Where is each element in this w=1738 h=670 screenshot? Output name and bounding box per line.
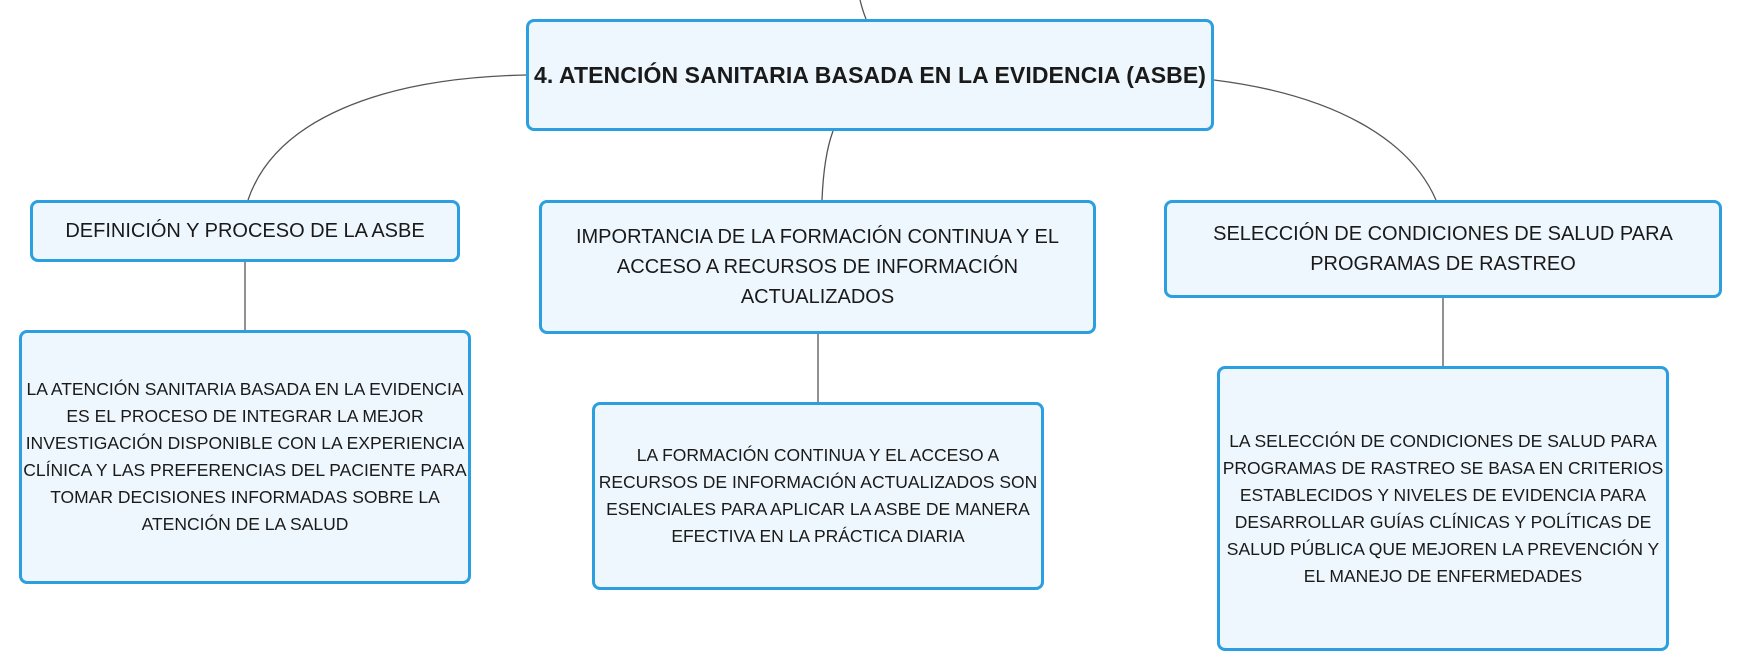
topic-definicion-proceso[interactable] [30,200,460,262]
detail-text [23,376,466,538]
detail-text-line: EL MANEJO DE ENFERMEDADES [1303,565,1583,586]
topic-label-line: IMPORTANCIA DE LA FORMACIÓN CONTINUA Y EL [575,226,1060,248]
detail-text [599,442,1038,550]
connector-parent-to-central [860,0,866,19]
detail-text-line: DESARROLLAR GUÍAS CLÍNICAS Y POLÍTICAS DE [1234,511,1652,532]
detail-definicion-proceso[interactable] [19,330,471,584]
detail-text-line: EFECTIVA EN LA PRÁCTICA DIARIA [671,526,965,546]
detail-text-line: LA SELECCIÓN DE CONDICIONES DE SALUD PARA [1229,430,1657,451]
detail-text-line: SALUD PÚBLICA QUE MEJOREN LA PREVENCIÓN Y [1226,538,1660,559]
topic-importancia-formacion[interactable] [539,200,1096,334]
topic-label-line: DEFINICIÓN Y PROCESO DE LA ASBE [65,220,425,242]
topic-seleccion-condiciones[interactable] [1164,200,1722,298]
connector-central-to-topic-3 [1214,80,1436,200]
detail-text-line: INVESTIGACIÓN DISPONIBLE CON LA EXPERIENCIA [25,433,465,453]
detail-text-line: RECURSOS DE INFORMACIÓN ACTUALIZADOS SON [598,472,1038,492]
detail-text-line: TOMAR DECISIONES INFORMADAS SOBRE LA [50,487,440,507]
detail-text-line: ATENCIÓN DE LA SALUD [141,514,349,534]
detail-text-line: LA FORMACIÓN CONTINUA Y EL ACCESO A [636,445,1000,465]
central-topic[interactable] [526,19,1214,131]
detail-importancia-formacion[interactable] [592,402,1044,590]
detail-text-line: ES EL PROCESO DE INTEGRAR LA MEJOR [66,406,424,426]
topic-label-line: SELECCIÓN DE CONDICIONES DE SALUD PARA [1213,223,1673,245]
topic-label-line: ACCESO A RECURSOS DE INFORMACIÓN ACTUALIZADOS [616,256,1019,308]
detail-text-line: LA ATENCIÓN SANITARIA BASADA EN LA EVIDENCIA [26,379,464,399]
topic-label-line: PROGRAMAS DE RASTREO [1310,253,1576,275]
detail-text-line: PROGRAMAS DE RASTREO SE BASA EN CRITERIOS [1222,457,1664,478]
topic-label [542,222,1093,312]
topic-label [65,216,424,246]
detail-seleccion-condiciones[interactable] [1217,366,1669,651]
connector-central-to-topic-2 [822,131,833,200]
connector-central-to-topic-1 [248,75,526,200]
central-topic-title: 4. ATENCIÓN SANITARIA BASADA EN LA EVIDENCIA (ASBE) [533,61,1207,88]
detail-text-line: CLÍNICA Y LAS PREFERENCIAS DEL PACIENTE PARA [23,460,467,480]
detail-text [1223,428,1664,590]
detail-text-line: ESENCIALES PARA APLICAR LA ASBE DE MANERA [606,499,1030,519]
detail-text-line: ESTABLECIDOS Y NIVELES DE EVIDENCIA PARA [1239,484,1647,505]
topic-label [1213,219,1673,279]
